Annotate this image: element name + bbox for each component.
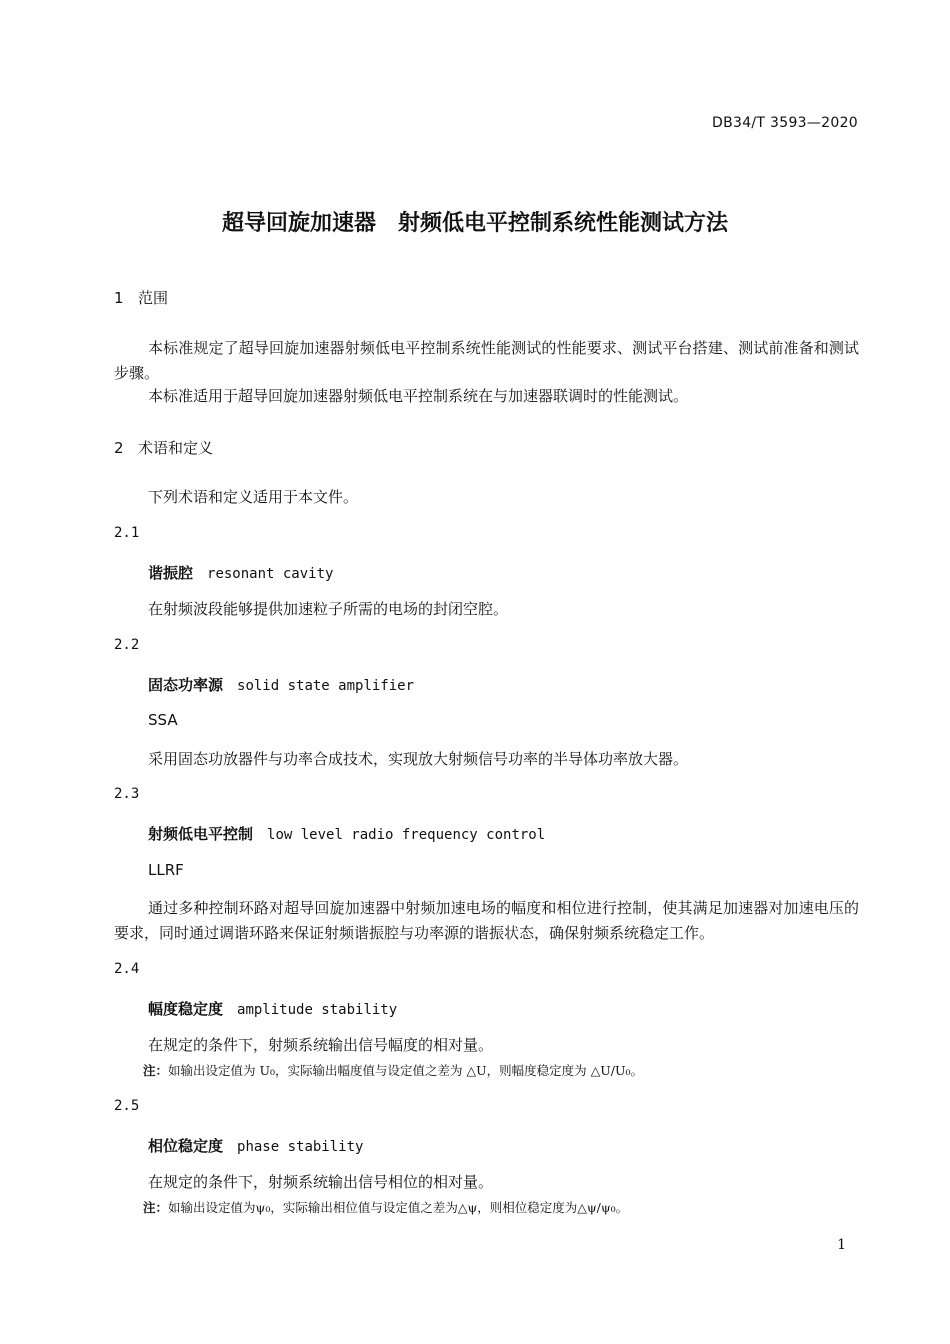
term-definition: 采用固态功放器件与功率合成技术，实现放大射频信号功率的半导体功率放大器。 [148, 750, 689, 768]
section-title: 范围 [138, 289, 169, 307]
note-label: 注： [143, 1200, 169, 1215]
note-text: 如输出设定值为ψ₀，实际输出相位值与设定值之差为△ψ，则相位稳定度为△ψ/ψ₀。 [168, 1200, 629, 1215]
term-english: resonant cavity [207, 566, 334, 582]
term-heading [148, 674, 414, 695]
section-heading-1 [114, 287, 168, 308]
term-definition: 通过多种控制环路对超导回旋加速器中射频加速电场的幅度和相位进行控制，使其满足加速器对加速电压的要求，同时通过调谐环路来保证射频谐振腔与功率源的谐振状态，确保射频系统稳定工作。 [114, 899, 859, 942]
term-number: 2.4 [114, 961, 140, 977]
term-definition: 在规定的条件下，射频系统输出信号幅度的相对量。 [148, 1036, 494, 1054]
term-chinese: 幅度稳定度 [148, 1000, 224, 1018]
term-note [143, 1198, 628, 1216]
term-english: amplitude stability [237, 1002, 398, 1018]
term-chinese: 固态功率源 [148, 676, 224, 694]
scope-paragraph: 本标准适用于超导回旋加速器射频低电平控制系统在与加速器联调时的性能测试。 [148, 387, 689, 405]
term-chinese: 射频低电平控制 [148, 825, 254, 843]
term-english: solid state amplifier [237, 678, 415, 694]
section-heading-2 [114, 437, 213, 458]
term-number: 2.3 [114, 786, 140, 802]
term-english: phase stability [237, 1139, 364, 1155]
terms-intro: 下列术语和定义适用于本文件。 [148, 488, 359, 506]
scope-paragraph: 本标准规定了超导回旋加速器射频低电平控制系统性能测试的性能要求、测试平台搭建、测试前准备和测试步骤。 [114, 339, 859, 382]
term-abbreviation: SSA [148, 711, 178, 729]
term-definition: 在射频波段能够提供加速粒子所需的电场的封闭空腔。 [148, 600, 509, 618]
note-text: 如输出设定值为 U₀，实际输出幅度值与设定值之差为 △U，则幅度稳定度为 △U/U₀。 [168, 1063, 644, 1078]
section-title: 术语和定义 [138, 439, 214, 457]
term-number: 2.5 [114, 1098, 140, 1114]
term-heading [148, 998, 397, 1019]
term-definition: 在规定的条件下，射频系统输出信号相位的相对量。 [148, 1173, 494, 1191]
document-title: 超导回旋加速器 射频低电平控制系统性能测试方法 [221, 211, 728, 236]
section-number: 1 [114, 289, 124, 307]
term-english: low level radio frequency control [267, 827, 546, 843]
term-heading [148, 562, 333, 583]
term-heading [148, 1135, 363, 1156]
term-abbreviation: LLRF [148, 861, 184, 879]
term-chinese: 谐振腔 [148, 564, 194, 582]
term-chinese: 相位稳定度 [148, 1137, 224, 1155]
term-number: 2.2 [114, 637, 140, 653]
page-number: 1 [837, 1237, 846, 1253]
section-number: 2 [114, 439, 124, 457]
note-label: 注： [143, 1063, 169, 1078]
standard-code: DB34/T 3593—2020 [712, 115, 858, 131]
term-number: 2.1 [114, 525, 140, 541]
term-note [143, 1061, 643, 1079]
term-heading [148, 823, 545, 844]
